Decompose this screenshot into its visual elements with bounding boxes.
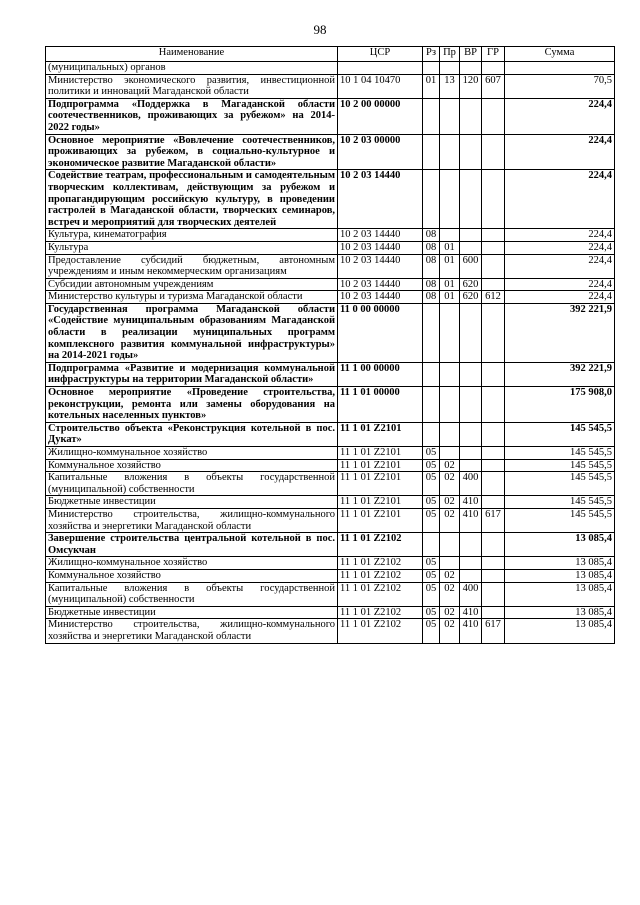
cell-pr — [440, 447, 460, 460]
cell-name: Государственная программа Магаданской области «Содействие муниципальным образованиям Магаданской области в реализации муниципальных программ комплексного развития коммунальной инфраструктуры» на 2014-2021 годы» — [46, 303, 338, 362]
table-row — [46, 459, 615, 472]
header-name: Наименование — [46, 47, 338, 62]
cell-vr — [460, 229, 482, 242]
cell-vr: 400 — [460, 582, 482, 606]
table-row — [46, 229, 615, 242]
cell-vr — [460, 533, 482, 557]
cell-sum: 224,4 — [505, 134, 615, 170]
cell-pr: 01 — [440, 278, 460, 291]
cell-csr: 11 1 01 Z2102 — [338, 619, 423, 643]
header-csr: ЦСР — [338, 47, 423, 62]
cell-pr: 02 — [440, 459, 460, 472]
cell-sum: 145 545,5 — [505, 422, 615, 446]
cell-sum: 13 085,4 — [505, 606, 615, 619]
cell-gr — [482, 557, 505, 570]
table-row — [46, 278, 615, 291]
cell-name: Капитальные вложения в объекты государственной (муниципальной) собственности — [46, 582, 338, 606]
cell-vr: 410 — [460, 496, 482, 509]
cell-csr: 10 2 03 14440 — [338, 229, 423, 242]
cell-sum: 224,4 — [505, 291, 615, 304]
cell-csr: 11 0 00 00000 — [338, 303, 423, 362]
cell-pr: 02 — [440, 496, 460, 509]
cell-sum: 392 221,9 — [505, 362, 615, 386]
cell-gr: 617 — [482, 508, 505, 532]
cell-pr: 01 — [440, 291, 460, 304]
cell-pr — [440, 557, 460, 570]
cell-sum: 13 085,4 — [505, 619, 615, 643]
cell-gr — [482, 387, 505, 423]
cell-rz: 08 — [423, 254, 440, 278]
cell-name: Строительство объекта «Реконструкция котельной в пос. Дукат» — [46, 422, 338, 446]
cell-gr — [482, 170, 505, 229]
cell-name: Министерство экономического развития, инвестиционной политики и инноваций Магаданской области — [46, 74, 338, 98]
cell-rz: 05 — [423, 459, 440, 472]
cell-gr — [482, 241, 505, 254]
cell-rz — [423, 362, 440, 386]
cell-csr: 10 2 03 14440 — [338, 291, 423, 304]
cell-rz — [423, 62, 440, 75]
cell-rz: 01 — [423, 74, 440, 98]
cell-vr — [460, 98, 482, 134]
cell-pr: 02 — [440, 582, 460, 606]
cell-name: Жилищно-коммунальное хозяйство — [46, 447, 338, 460]
cell-vr — [460, 447, 482, 460]
cell-sum: 145 545,5 — [505, 472, 615, 496]
cell-rz — [423, 422, 440, 446]
table-row — [46, 496, 615, 509]
cell-name: Коммунальное хозяйство — [46, 569, 338, 582]
cell-sum — [505, 62, 615, 75]
cell-gr — [482, 422, 505, 446]
cell-rz: 05 — [423, 557, 440, 570]
cell-csr: 11 1 01 Z2101 — [338, 472, 423, 496]
table-row — [46, 557, 615, 570]
cell-name: Коммунальное хозяйство — [46, 459, 338, 472]
table-row — [46, 254, 615, 278]
cell-name: Субсидии автономным учреждениям — [46, 278, 338, 291]
cell-csr: 11 1 01 Z2102 — [338, 533, 423, 557]
cell-rz: 05 — [423, 496, 440, 509]
cell-name: Завершение строительства центральной котельной в пос. Омсукчан — [46, 533, 338, 557]
cell-sum: 224,4 — [505, 241, 615, 254]
header-rz: Рз — [423, 47, 440, 62]
cell-rz: 08 — [423, 278, 440, 291]
cell-csr: 10 2 03 14440 — [338, 241, 423, 254]
cell-csr: 10 2 03 14440 — [338, 254, 423, 278]
cell-csr: 11 1 01 Z2101 — [338, 496, 423, 509]
cell-vr: 120 — [460, 74, 482, 98]
cell-vr — [460, 134, 482, 170]
cell-sum: 224,4 — [505, 229, 615, 242]
cell-vr — [460, 303, 482, 362]
cell-sum: 70,5 — [505, 74, 615, 98]
cell-name: Основное мероприятие «Вовлечение соотечественников, проживающих за рубежом, в социально-культурное и экономическое развитие Магаданской области» — [46, 134, 338, 170]
cell-gr — [482, 62, 505, 75]
header-vr: ВР — [460, 47, 482, 62]
cell-vr — [460, 62, 482, 75]
cell-name: (муниципальных) органов — [46, 62, 338, 75]
cell-vr: 410 — [460, 606, 482, 619]
cell-sum: 145 545,5 — [505, 459, 615, 472]
table-row — [46, 582, 615, 606]
cell-vr: 620 — [460, 291, 482, 304]
cell-pr — [440, 98, 460, 134]
cell-csr: 11 1 01 Z2101 — [338, 459, 423, 472]
cell-pr — [440, 229, 460, 242]
cell-gr — [482, 278, 505, 291]
cell-name: Жилищно-коммунальное хозяйство — [46, 557, 338, 570]
cell-vr — [460, 569, 482, 582]
cell-pr: 13 — [440, 74, 460, 98]
cell-gr — [482, 254, 505, 278]
cell-name: Капитальные вложения в объекты государственной (муниципальной) собственности — [46, 472, 338, 496]
cell-rz — [423, 387, 440, 423]
cell-gr — [482, 229, 505, 242]
cell-pr — [440, 134, 460, 170]
cell-gr — [482, 303, 505, 362]
cell-name: Культура — [46, 241, 338, 254]
header-sum: Сумма — [505, 47, 615, 62]
cell-sum: 175 908,0 — [505, 387, 615, 423]
cell-vr: 410 — [460, 508, 482, 532]
cell-rz: 05 — [423, 508, 440, 532]
cell-sum: 13 085,4 — [505, 569, 615, 582]
cell-csr: 10 2 00 00000 — [338, 98, 423, 134]
cell-pr: 02 — [440, 508, 460, 532]
cell-rz: 08 — [423, 241, 440, 254]
cell-sum: 145 545,5 — [505, 496, 615, 509]
cell-csr: 11 1 00 00000 — [338, 362, 423, 386]
cell-csr: 10 2 03 14440 — [338, 170, 423, 229]
cell-name: Основное мероприятие «Проведение строительства, реконструкции, ремонта или замены оборудования на котельных населенных пунктов» — [46, 387, 338, 423]
cell-vr — [460, 422, 482, 446]
cell-csr: 11 1 01 Z2102 — [338, 606, 423, 619]
cell-gr — [482, 533, 505, 557]
table-row — [46, 447, 615, 460]
cell-pr — [440, 422, 460, 446]
cell-csr — [338, 62, 423, 75]
cell-gr — [482, 134, 505, 170]
cell-sum: 224,4 — [505, 254, 615, 278]
cell-gr — [482, 582, 505, 606]
table-row — [46, 619, 615, 643]
cell-pr: 02 — [440, 569, 460, 582]
table-row — [46, 569, 615, 582]
cell-sum: 224,4 — [505, 170, 615, 229]
cell-csr: 11 1 01 Z2102 — [338, 557, 423, 570]
cell-name: Предоставление субсидий бюджетным, автономным учреждениям и иным некоммерческим организациям — [46, 254, 338, 278]
cell-csr: 11 1 01 Z2101 — [338, 447, 423, 460]
cell-pr: 02 — [440, 619, 460, 643]
cell-name: Министерство строительства, жилищно-коммунального хозяйства и энергетики Магаданской области — [46, 619, 338, 643]
cell-pr: 01 — [440, 254, 460, 278]
cell-gr — [482, 472, 505, 496]
cell-name: Содействие театрам, профессиональным и самодеятельным творческим коллективам, действующим за рубежом и пропагандирующим российскую культуру, в проведении гастролей в Магаданской области, творческих семинаров, встреч и мероприятий для творческих деятелей — [46, 170, 338, 229]
cell-rz: 08 — [423, 229, 440, 242]
cell-csr: 11 1 01 00000 — [338, 387, 423, 423]
table-row — [46, 362, 615, 386]
cell-csr: 11 1 01 Z2101 — [338, 508, 423, 532]
cell-sum: 145 545,5 — [505, 447, 615, 460]
cell-pr — [440, 303, 460, 362]
header-gr: ГР — [482, 47, 505, 62]
cell-pr — [440, 62, 460, 75]
cell-sum: 13 085,4 — [505, 533, 615, 557]
cell-gr — [482, 496, 505, 509]
cell-gr — [482, 447, 505, 460]
cell-gr: 612 — [482, 291, 505, 304]
cell-sum: 13 085,4 — [505, 557, 615, 570]
cell-rz — [423, 170, 440, 229]
cell-gr — [482, 362, 505, 386]
cell-sum: 224,4 — [505, 98, 615, 134]
table-row — [46, 62, 615, 75]
table-header-row — [46, 47, 615, 62]
table-row — [46, 387, 615, 423]
cell-csr: 10 1 04 10470 — [338, 74, 423, 98]
cell-gr — [482, 98, 505, 134]
cell-rz — [423, 98, 440, 134]
cell-gr — [482, 606, 505, 619]
table-row — [46, 291, 615, 304]
table-row — [46, 472, 615, 496]
cell-pr: 02 — [440, 472, 460, 496]
cell-name: Культура, кинематография — [46, 229, 338, 242]
cell-name: Подпрограмма «Развитие и модернизация коммунальной инфраструктуры на территории Магаданской области» — [46, 362, 338, 386]
cell-rz — [423, 533, 440, 557]
budget-table — [45, 46, 615, 644]
cell-rz — [423, 134, 440, 170]
cell-pr: 02 — [440, 606, 460, 619]
cell-pr — [440, 387, 460, 423]
cell-rz: 05 — [423, 606, 440, 619]
cell-name: Подпрограмма «Поддержка в Магаданской области соотечественников, проживающих за рубежом» на 2014-2022 годы» — [46, 98, 338, 134]
cell-vr — [460, 387, 482, 423]
table-row — [46, 606, 615, 619]
table-row — [46, 508, 615, 532]
cell-vr: 400 — [460, 472, 482, 496]
cell-vr: 600 — [460, 254, 482, 278]
table-row — [46, 422, 615, 446]
header-pr: Пр — [440, 47, 460, 62]
table-row — [46, 134, 615, 170]
cell-gr: 607 — [482, 74, 505, 98]
page-number: 98 — [313, 22, 327, 37]
cell-vr: 620 — [460, 278, 482, 291]
table-body — [46, 62, 615, 644]
cell-vr — [460, 459, 482, 472]
cell-vr — [460, 362, 482, 386]
cell-name: Министерство строительства, жилищно-коммунального хозяйства и энергетики Магаданской области — [46, 508, 338, 532]
cell-vr — [460, 170, 482, 229]
cell-rz: 05 — [423, 472, 440, 496]
cell-rz: 05 — [423, 619, 440, 643]
cell-gr: 617 — [482, 619, 505, 643]
cell-sum: 392 221,9 — [505, 303, 615, 362]
cell-name: Бюджетные инвестиции — [46, 606, 338, 619]
cell-vr — [460, 557, 482, 570]
cell-gr — [482, 459, 505, 472]
cell-rz — [423, 303, 440, 362]
cell-pr — [440, 170, 460, 229]
table-row — [46, 74, 615, 98]
cell-gr — [482, 569, 505, 582]
cell-csr: 11 1 01 Z2101 — [338, 422, 423, 446]
cell-pr — [440, 362, 460, 386]
cell-sum: 224,4 — [505, 278, 615, 291]
table-row — [46, 98, 615, 134]
cell-rz: 05 — [423, 447, 440, 460]
cell-sum: 13 085,4 — [505, 582, 615, 606]
table-row — [46, 533, 615, 557]
table-row — [46, 303, 615, 362]
cell-csr: 10 2 03 14440 — [338, 278, 423, 291]
cell-sum: 145 545,5 — [505, 508, 615, 532]
cell-name: Бюджетные инвестиции — [46, 496, 338, 509]
cell-csr: 11 1 01 Z2102 — [338, 569, 423, 582]
cell-rz: 08 — [423, 291, 440, 304]
cell-pr — [440, 533, 460, 557]
cell-vr — [460, 241, 482, 254]
cell-vr: 410 — [460, 619, 482, 643]
table-row — [46, 241, 615, 254]
table-row — [46, 170, 615, 229]
cell-name: Министерство культуры и туризма Магаданской области — [46, 291, 338, 304]
cell-rz: 05 — [423, 569, 440, 582]
cell-pr: 01 — [440, 241, 460, 254]
cell-rz: 05 — [423, 582, 440, 606]
cell-csr: 11 1 01 Z2102 — [338, 582, 423, 606]
cell-csr: 10 2 03 00000 — [338, 134, 423, 170]
